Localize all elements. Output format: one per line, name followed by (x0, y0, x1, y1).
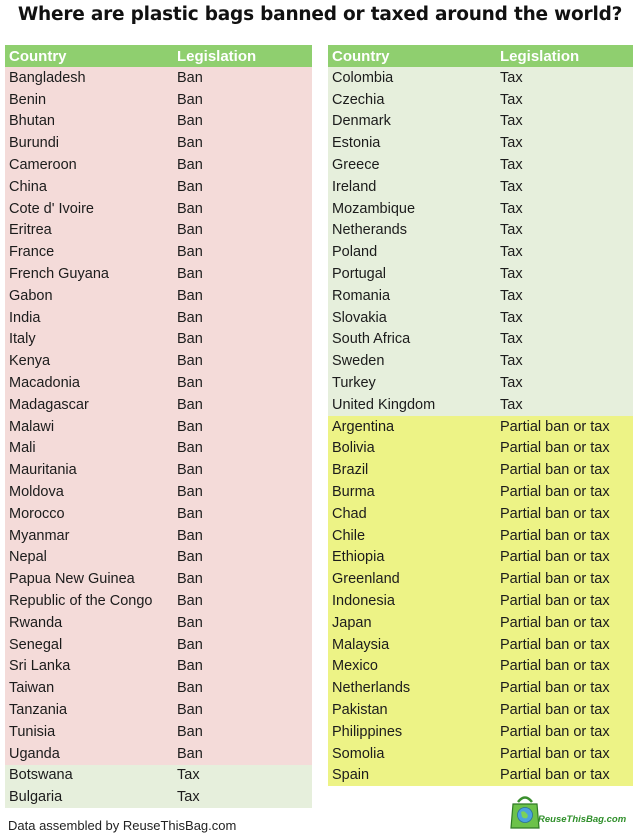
country-cell: Czechia (332, 91, 385, 108)
table-row (328, 350, 633, 372)
table-row (328, 198, 633, 220)
legislation-cell: Partial ban or tax (500, 462, 610, 479)
legislation-cell: Partial ban or tax (500, 636, 610, 653)
table-row (5, 111, 312, 133)
country-cell: Colombia (332, 69, 394, 86)
legislation-cell: Ban (177, 396, 203, 413)
table-row (328, 438, 633, 460)
country-cell: Papua New Guinea (9, 571, 135, 588)
country-cell: Pakistan (332, 702, 388, 718)
legislation-cell: Ban (177, 658, 203, 675)
legislation-cell: Ban (177, 135, 203, 152)
legislation-cell: Ban (177, 69, 203, 86)
country-cell: Republic of the Congo (9, 593, 153, 610)
left-legislation-table (5, 45, 312, 808)
table-row (328, 547, 633, 569)
table-row (5, 416, 312, 438)
legislation-cell: Partial ban or tax (500, 702, 610, 718)
country-column-header: Country (9, 47, 67, 65)
country-cell: Kenya (9, 353, 51, 370)
legislation-cell: Partial ban or tax (500, 549, 610, 566)
table-row (5, 198, 312, 220)
table-row (5, 220, 312, 242)
table-row (328, 154, 633, 176)
country-cell: Taiwan (9, 680, 55, 697)
table-row (5, 132, 312, 154)
country-cell: Poland (332, 244, 378, 261)
legislation-cell: Tax (500, 244, 523, 261)
table-row (5, 634, 312, 656)
country-cell: Eritrea (9, 222, 52, 239)
country-cell: Cameroon (9, 157, 77, 174)
legislation-cell: Tax (500, 222, 523, 239)
country-cell: Argentina (332, 418, 395, 435)
legislation-cell: Ban (177, 527, 203, 544)
legislation-cell: Partial ban or tax (500, 680, 610, 697)
legislation-cell: Ban (177, 353, 203, 370)
legislation-cell: Ban (177, 614, 203, 631)
legislation-cell: Ban (177, 462, 203, 479)
table-row (328, 241, 633, 263)
table-row (5, 89, 312, 111)
table-row (5, 350, 312, 372)
table-row (328, 111, 633, 133)
table-row (5, 329, 312, 351)
legislation-cell: Tax (500, 135, 523, 152)
legislation-cell: Ban (177, 702, 203, 718)
legislation-cell: Ban (177, 91, 203, 108)
table-row (5, 481, 312, 503)
table-row (328, 656, 633, 678)
table-row (5, 176, 312, 198)
legislation-cell: Tax (500, 396, 523, 413)
country-cell: Madagascar (9, 396, 89, 413)
legislation-cell: Partial ban or tax (500, 571, 610, 588)
country-cell: Sweden (332, 353, 385, 370)
table-row (328, 307, 633, 329)
country-cell: Japan (332, 614, 372, 631)
country-cell: Botswana (9, 767, 73, 784)
country-cell: Turkey (332, 375, 376, 392)
table-row (328, 67, 633, 89)
country-cell: Mozambique (332, 200, 416, 217)
table-row (5, 394, 312, 416)
country-cell: Bangladesh (9, 69, 86, 86)
legislation-cell: Ban (177, 745, 203, 762)
legislation-cell: Partial ban or tax (500, 484, 610, 501)
table-row (328, 765, 633, 787)
country-cell: Netherlands (332, 680, 411, 697)
country-cell: Morocco (9, 505, 65, 522)
country-cell: Greenland (332, 571, 400, 588)
table-row (328, 89, 633, 111)
page-title: Where are plastic bags banned or taxed around the world? (17, 4, 623, 25)
country-cell: Tanzania (9, 702, 68, 718)
country-cell: Somolia (332, 745, 385, 762)
country-cell: Rwanda (9, 614, 63, 631)
table-row (5, 154, 312, 176)
country-cell: Romania (332, 287, 391, 304)
legislation-cell: Ban (177, 113, 203, 130)
legislation-cell: Partial ban or tax (500, 593, 610, 610)
legislation-cell: Tax (500, 113, 523, 130)
country-cell: Benin (9, 91, 47, 108)
legislation-cell: Ban (177, 244, 203, 261)
table-row (5, 372, 312, 394)
right-legislation-table (328, 45, 633, 786)
country-cell: Ireland (332, 178, 377, 195)
legislation-cell: Tax (500, 69, 523, 86)
legislation-cell: Tax (500, 178, 523, 195)
country-cell: Mali (9, 440, 36, 457)
table-row (5, 438, 312, 460)
legislation-cell: Ban (177, 157, 203, 174)
table-row (328, 329, 633, 351)
legislation-cell: Ban (177, 375, 203, 392)
legislation-cell: Ban (177, 505, 203, 522)
table-row (328, 285, 633, 307)
table-row (328, 568, 633, 590)
table-row (328, 699, 633, 721)
country-cell: Philippines (332, 723, 403, 740)
legislation-cell: Tax (500, 331, 523, 348)
legislation-cell: Ban (177, 680, 203, 697)
country-cell: Burma (332, 484, 375, 501)
country-cell: Uganda (9, 745, 60, 762)
country-cell: Slovakia (332, 309, 387, 326)
legislation-cell: Tax (500, 157, 523, 174)
table-row (328, 416, 633, 438)
reusable-bag-logo-icon (508, 792, 542, 832)
legislation-column-header: Legislation (177, 47, 257, 65)
country-cell: Greece (332, 157, 380, 174)
table-row (5, 765, 312, 787)
table-row (5, 590, 312, 612)
table-row (5, 67, 312, 89)
legislation-cell: Ban (177, 593, 203, 610)
legislation-column-header: Legislation (500, 47, 580, 65)
table-row (5, 677, 312, 699)
country-cell: Burundi (9, 135, 59, 152)
country-cell: Brazil (332, 462, 369, 479)
country-cell: Tunisia (9, 723, 56, 740)
table-row (328, 459, 633, 481)
table-row (5, 743, 312, 765)
legislation-cell: Ban (177, 222, 203, 239)
table-row (328, 503, 633, 525)
country-cell: Ethiopia (332, 549, 385, 566)
table-row (5, 241, 312, 263)
table-row (5, 459, 312, 481)
country-cell: Senegal (9, 636, 63, 653)
country-cell: South Africa (332, 331, 411, 348)
legislation-cell: Ban (177, 571, 203, 588)
legislation-cell: Partial ban or tax (500, 658, 610, 675)
country-cell: Gabon (9, 287, 53, 304)
table-row (5, 307, 312, 329)
legislation-cell: Tax (500, 353, 523, 370)
table-row (5, 503, 312, 525)
table-row (5, 699, 312, 721)
table-row (328, 176, 633, 198)
legislation-cell: Tax (500, 375, 523, 392)
legislation-cell: Tax (500, 309, 523, 326)
data-source-footer: Data assembled by ReuseThisBag.com (8, 818, 237, 833)
table-body (328, 67, 633, 786)
legislation-cell: Partial ban or tax (500, 440, 610, 457)
legislation-cell: Ban (177, 287, 203, 304)
table-body (5, 67, 312, 808)
legislation-cell: Ban (177, 723, 203, 740)
table-row (328, 721, 633, 743)
legislation-cell: Tax (500, 266, 523, 283)
legislation-cell: Partial ban or tax (500, 527, 610, 544)
legislation-cell: Tax (177, 789, 200, 806)
legislation-cell: Ban (177, 178, 203, 195)
country-cell: Bhutan (9, 113, 55, 130)
legislation-cell: Partial ban or tax (500, 767, 610, 784)
country-cell: China (9, 178, 47, 195)
table-row (328, 634, 633, 656)
country-cell: Bulgaria (9, 789, 63, 806)
table-row (328, 263, 633, 285)
legislation-cell: Ban (177, 200, 203, 217)
table-row (5, 525, 312, 547)
country-cell: Italy (9, 331, 36, 348)
country-cell: Cote d' Ivoire (9, 200, 94, 217)
country-cell: Chad (332, 505, 367, 522)
table-row (5, 786, 312, 808)
legislation-cell: Tax (177, 767, 200, 784)
table-row (328, 220, 633, 242)
legislation-cell: Ban (177, 484, 203, 501)
table-row (5, 285, 312, 307)
table-row (328, 590, 633, 612)
country-cell: Bolivia (332, 440, 375, 457)
table-row (328, 525, 633, 547)
table-row (328, 481, 633, 503)
country-cell: Spain (332, 767, 370, 784)
legislation-cell: Partial ban or tax (500, 505, 610, 522)
table-row (5, 263, 312, 285)
table-row (328, 132, 633, 154)
country-cell: Moldova (9, 484, 64, 501)
country-cell: Netherands (332, 222, 407, 239)
table-row (328, 677, 633, 699)
legislation-cell: Ban (177, 266, 203, 283)
country-cell: Chile (332, 527, 366, 544)
country-cell: Myanmar (9, 527, 70, 544)
table-row (5, 656, 312, 678)
legislation-cell: Ban (177, 309, 203, 326)
legislation-cell: Ban (177, 549, 203, 566)
country-cell: Malawi (9, 418, 55, 435)
table-row (5, 568, 312, 590)
country-cell: United Kingdom (332, 396, 436, 413)
country-cell: Malaysia (332, 636, 390, 653)
table-row (328, 372, 633, 394)
table-row (5, 547, 312, 569)
country-cell: Nepal (9, 549, 47, 566)
country-cell: Mauritania (9, 462, 77, 479)
country-column-header: Country (332, 47, 390, 65)
country-cell: India (9, 309, 41, 326)
table-row (5, 612, 312, 634)
legislation-cell: Tax (500, 200, 523, 217)
country-cell: France (9, 244, 55, 261)
legislation-cell: Tax (500, 91, 523, 108)
country-cell: French Guyana (9, 266, 109, 283)
table-header (328, 45, 633, 67)
legislation-cell: Partial ban or tax (500, 723, 610, 740)
table-header (5, 45, 312, 67)
country-cell: Sri Lanka (9, 658, 71, 675)
legislation-cell: Ban (177, 440, 203, 457)
country-cell: Portugal (332, 266, 387, 283)
legislation-cell: Tax (500, 287, 523, 304)
country-cell: Macadonia (9, 375, 80, 392)
legislation-cell: Ban (177, 636, 203, 653)
country-cell: Estonia (332, 135, 381, 152)
table-row (328, 612, 633, 634)
legislation-cell: Ban (177, 418, 203, 435)
table-row (5, 721, 312, 743)
legislation-cell: Partial ban or tax (500, 418, 610, 435)
country-cell: Indonesia (332, 593, 395, 610)
table-row (328, 743, 633, 765)
legislation-cell: Partial ban or tax (500, 614, 610, 631)
reusethisbag-logo (508, 792, 632, 836)
country-cell: Mexico (332, 658, 378, 675)
legislation-cell: Ban (177, 331, 203, 348)
logo-text: ReuseThisBag.com (538, 814, 627, 825)
table-row (328, 394, 633, 416)
legislation-cell: Partial ban or tax (500, 745, 610, 762)
country-cell: Denmark (332, 113, 391, 130)
